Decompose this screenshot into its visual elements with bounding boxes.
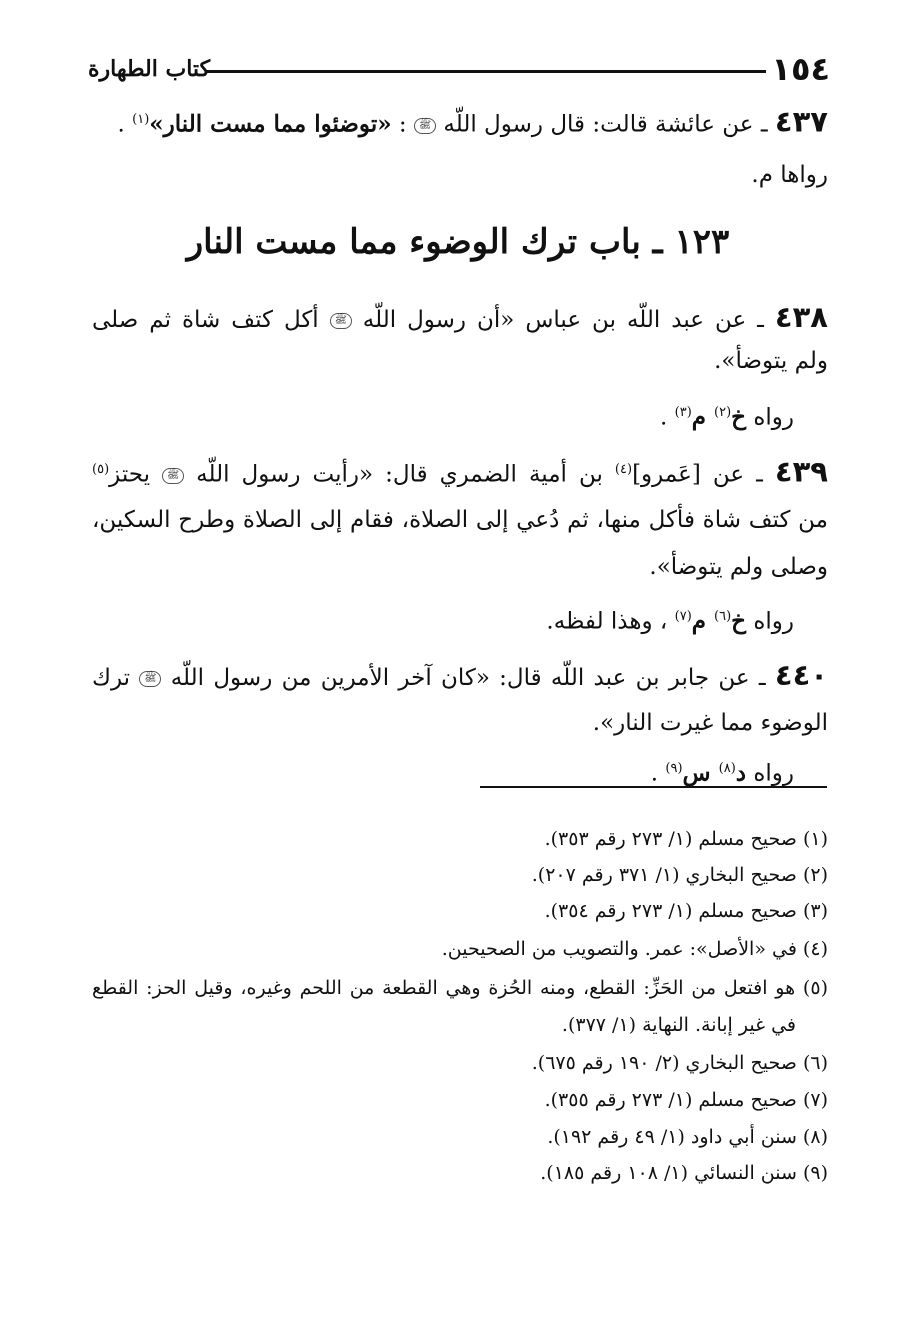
hadith-number: ٤٣٩ — [774, 454, 828, 489]
footnote-ref: (٨) — [718, 761, 736, 776]
page-number: ١٥٤ — [771, 50, 830, 88]
footnote: (٢) صحيح البخاري (١/ ٣٧١ رقم ٢٠٧). — [531, 864, 828, 886]
hadith-439-line-2: من كتف شاة فأكل منها، ثم دُعي إلى الصلاة، فقام إلى الصلاة وطرح السكين، — [92, 507, 828, 533]
footnote: (٦) صحيح البخاري (٢/ ١٩٠ رقم ٦٧٥). — [531, 1052, 828, 1074]
salutation-glyph: ﷺ — [162, 468, 184, 484]
salutation-glyph: ﷺ — [414, 118, 436, 134]
hadith-quote: «توضئوا مما مست النار» — [149, 110, 392, 138]
running-title: كتاب الطهارة — [88, 56, 211, 82]
footnote-ref: (١) — [132, 112, 150, 127]
hadith-440-line-1: ٤٤٠ ـ عن جابر بن عبد اللّه قال: «كان آخر الأمرين من رسول اللّه ﷺ ترك — [92, 658, 828, 692]
hadith-number: ٤٣٨ — [774, 300, 828, 334]
chapter-heading: ١٢٣ ـ باب ترك الوضوء مما مست النار — [186, 222, 730, 262]
hadith-437-riwaya: رواها م. — [751, 162, 828, 188]
hadith-number: ٤٣٧ — [774, 104, 828, 139]
hadith-number: ٤٤٠ — [774, 658, 828, 692]
footnote-ref: (٤) — [614, 462, 633, 477]
footnote: (١) صحيح مسلم (١/ ٢٧٣ رقم ٣٥٣). — [544, 828, 828, 850]
footnote: (٥) هو افتعل من الحَزِّ: القطع، ومنه الحُزة وهي القطعة من اللحم وغيره، وقيل الحز: القطع — [92, 977, 828, 999]
footnote-ref: (٦) — [714, 609, 732, 624]
hadith-439-line-3: وصلى ولم يتوضأ». — [649, 554, 828, 580]
page-header — [88, 50, 830, 90]
footnote-ref: (٥) — [92, 462, 110, 477]
footnote: (٩) سنن النسائي (١/ ١٠٨ رقم ١٨٥). — [540, 1162, 828, 1184]
hadith-438-riwaya: رواه خ$^{(٢)}$ م$^{(٣)}$ . — [660, 403, 794, 431]
footnote: (٣) صحيح مسلم (١/ ٢٧٣ رقم ٣٥٤). — [544, 900, 828, 922]
header-rule — [206, 70, 766, 73]
footnote: (٤) في «الأصل»: عمر. والتصويب من الصحيحين. — [441, 938, 828, 960]
footnote-ref: (٣) — [674, 405, 692, 420]
footnote-ref: (٧) — [674, 609, 692, 624]
hadith-439-line-1: ٤٣٩ ـ عن [عَمرو]$^{(٤)}$ بن أمية الضمري قال: «رأيت رسول اللّه ﷺ يحتز$^{(٥)}$ — [92, 454, 828, 489]
salutation-glyph: ﷺ — [330, 313, 352, 329]
hadith-440-line-2: الوضوء مما غيرت النار». — [592, 710, 828, 736]
footnote-continuation: في غير إبانة. النهاية (١/ ٣٧٧). — [561, 1014, 796, 1036]
hadith-438-line-2: ولم يتوضأ». — [714, 348, 828, 374]
footnote-separator — [480, 786, 827, 788]
hadith-437-line-1: ٤٣٧ ـ عن عائشة قالت: قال رسول اللّه ﷺ : «توضئوا مما مست النار»$^{(١)}$ . — [117, 104, 828, 139]
hadith-438-line-1: ٤٣٨ ـ عن عبد اللّه بن عباس «أن رسول اللّه ﷺ أكل كتف شاة ثم صلى — [92, 300, 828, 334]
footnote: (٨) سنن أبي داود (١/ ٤٩ رقم ١٩٢). — [547, 1126, 828, 1148]
footnote-ref: (٩) — [665, 761, 683, 776]
footnote: (٧) صحيح مسلم (١/ ٢٧٣ رقم ٣٥٥). — [544, 1089, 828, 1111]
footnote-ref: (٢) — [714, 405, 732, 420]
salutation-glyph: ﷺ — [139, 671, 161, 687]
hadith-440-riwaya: رواه د$^{(٨)}$ س$^{(٩)}$ . — [650, 759, 794, 787]
hadith-439-riwaya: رواه خ$^{(٦)}$ م$^{(٧)}$ ، وهذا لفظه. — [546, 607, 794, 635]
